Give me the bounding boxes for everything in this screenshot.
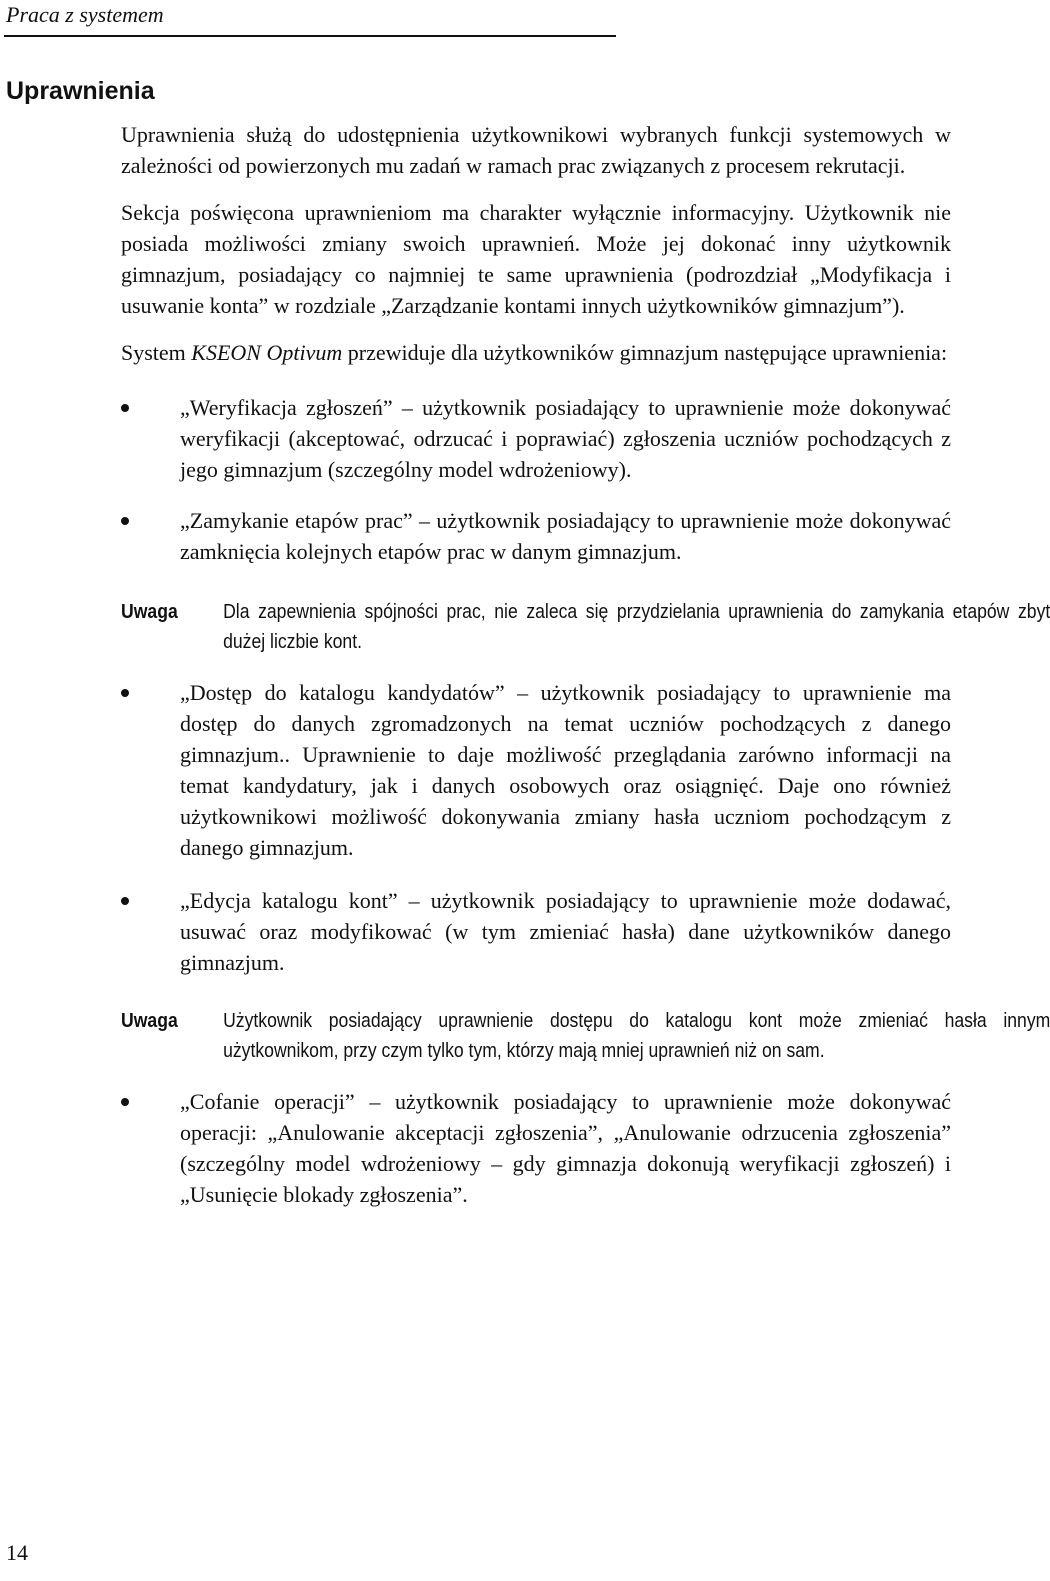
note-text: Dla zapewnienia spójności prac, nie zaleca się przydzielania uprawnienia do zamykania etapów zbyt dużej liczbie kont. xyxy=(223,601,1050,653)
intro-text-end: przewiduje dla użytkowników gimnazjum następujące uprawnienia: xyxy=(342,340,948,365)
note-label: Uwaga xyxy=(121,1010,178,1032)
list-item xyxy=(121,885,951,978)
bullet-icon xyxy=(121,404,129,412)
list-item xyxy=(121,677,951,863)
note-text: Użytkownik posiadający uprawnienie dostępu do katalogu kont może zmieniać hasła innym użytkownikom, przy czym tylko tym, którzy mają mniej uprawnień niż on sam. xyxy=(223,1010,1050,1062)
list-item xyxy=(121,1086,951,1210)
header-rule xyxy=(4,35,616,37)
note-block xyxy=(121,597,1050,657)
list-item-text: „Edycja katalogu kont” – użytkownik posiadający to uprawnienie może dodawać, usuwać oraz modyfikować (w tym zmieniać hasła) dane użytkowników danego gimnazjum. xyxy=(180,888,951,975)
section-title: Uprawnienia xyxy=(6,77,155,105)
note-block xyxy=(121,1006,1050,1066)
bullet-icon xyxy=(121,1098,129,1106)
running-header: Praca z systemem xyxy=(6,2,164,27)
intro-paragraph: Uprawnienia służą do udostępnienia użytkownikowi wybranych funkcji systemowych w zależności od powierzonych mu zadań w ramach prac związanych z procesem rekrutacji. xyxy=(121,122,951,178)
page-number: 14 xyxy=(6,1540,28,1565)
list-item xyxy=(121,392,951,485)
info-paragraph: Sekcja poświęcona uprawnieniom ma charakter wyłącznie informacyjny. Użytkownik nie posiada możliwości zmiany swoich uprawnień. Może jej dokonać inny użytkownik gimnazjum, posiadający co najmniej te same uprawnienia (podrozdział „Modyfikacja i usuwanie konta” w rozdziale „Zarządzanie kontami innych użytkowników gimnazjum”). xyxy=(121,200,951,318)
bullet-icon xyxy=(121,517,129,525)
document-body xyxy=(121,119,1050,1210)
list-item-text: „Weryfikacja zgłoszeń” – użytkownik posiadający to uprawnienie może dokonywać weryfikacji (akceptować, odrzucać i poprawiać) zgłoszenia uczniów pochodzących z jego gimnazjum (szczególny model wdrożeniowy). xyxy=(180,395,951,482)
intro-text-start: System xyxy=(121,340,192,365)
list-item xyxy=(121,505,951,567)
list-item-text: „Zamykanie etapów prac” – użytkownik posiadający to uprawnienie może dokonywać zamknięcia kolejnych etapów prac w danym gimnazjum. xyxy=(180,508,951,564)
note-label: Uwaga xyxy=(121,601,178,623)
bullet-icon xyxy=(121,689,129,697)
permissions-intro-paragraph xyxy=(121,337,951,368)
list-item-text: „Dostęp do katalogu kandydatów” – użytkownik posiadający to uprawnienie ma dostęp do danych zgromadzonych na temat uczniów pochodzących z danego gimnazjum.. Uprawnienie to daje możliwość przeglądania zarówno informacji na temat kandydatury, jak i danych osobowych oraz osiągnięć. Daje ono również użytkownikowi możliwość dokonywania zmiany hasła uczniom pochodzącym z danego gimnazjum. xyxy=(180,680,951,860)
list-item-text: „Cofanie operacji” – użytkownik posiadający to uprawnienie może dokonywać operacji: „Anulowanie akceptacji zgłoszenia”, „Anulowanie odrzucenia zgłoszenia” (szczególny model wdrożeniowy – gdy gimnazja dokonują weryfikacji zgłoszeń) i „Usunięcie blokady zgłoszenia”. xyxy=(180,1089,951,1207)
product-name: KSEON Optivum xyxy=(191,340,343,365)
bullet-icon xyxy=(121,897,129,905)
